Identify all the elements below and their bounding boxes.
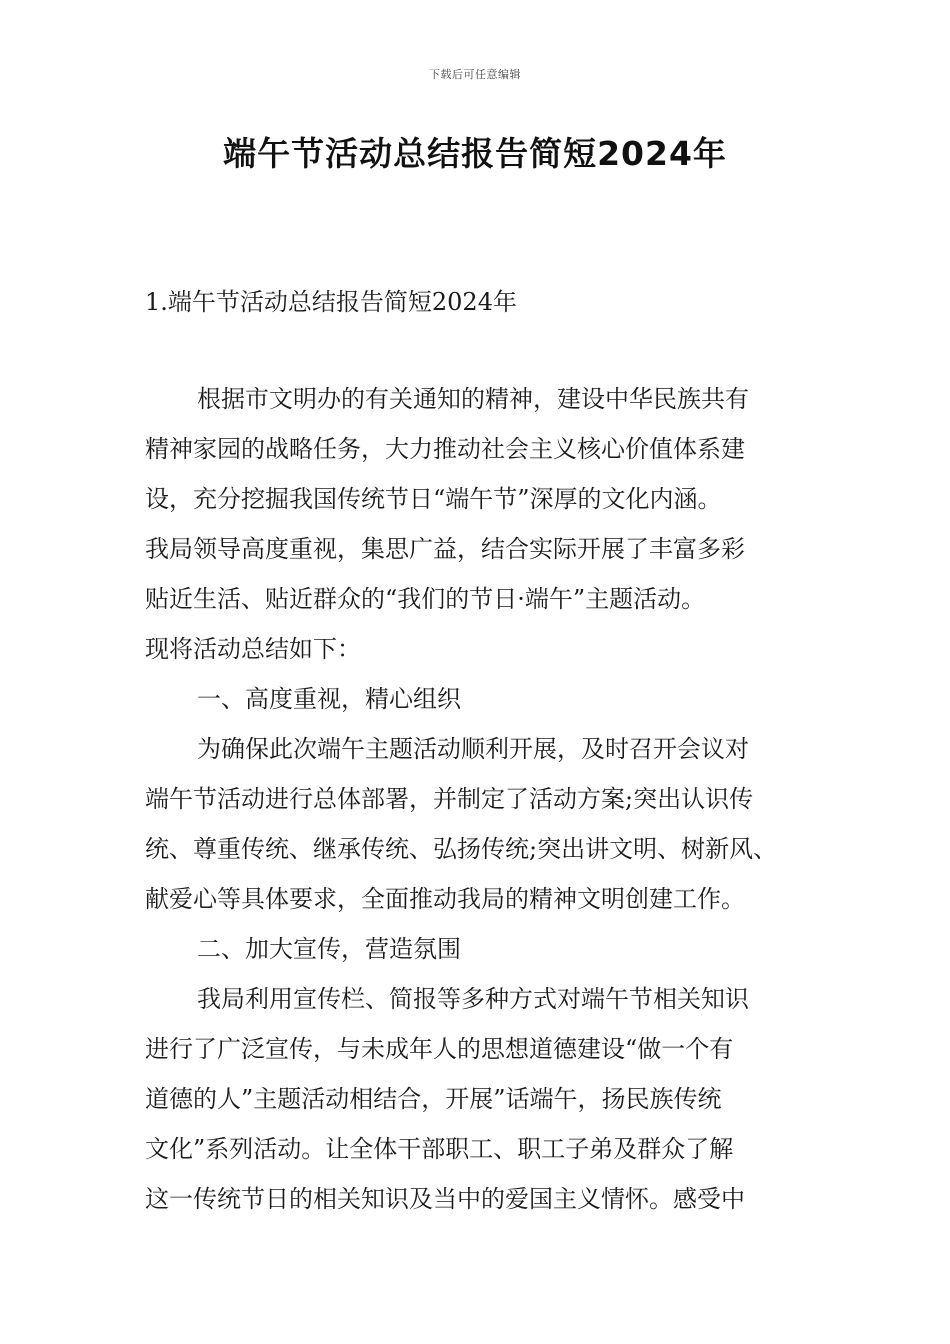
paragraph-line: 献爱心等具体要求，全面推动我局的精神文明创建工作。: [145, 885, 745, 913]
paragraph-line: 进行了广泛宣传，与未成年人的思想道德建设“做一个有: [145, 1035, 734, 1063]
paragraph-line: 一、高度重视，精心组织: [197, 685, 461, 713]
paragraph-line: 端午节活动进行总体部署，并制定了活动方案;突出认识传: [145, 785, 754, 813]
header-note: 下载后可任意编辑: [429, 68, 521, 81]
section-heading: 1.端午节活动总结报告简短2024年: [145, 288, 517, 316]
paragraph-line: 道德的人”主题活动相结合，开展”话端午，扬民族传统: [145, 1085, 722, 1113]
paragraph-line: 精神家园的战略任务，大力推动社会主义核心价值体系建: [145, 435, 745, 463]
paragraph-line: 文化”系列活动。让全体干部职工、职工子弟及群众了解: [145, 1135, 734, 1163]
paragraph-line: 这一传统节日的相关知识及当中的爱国主义情怀。感受中: [145, 1185, 745, 1213]
body-text: [145, 374, 825, 1224]
paragraph-line: 根据市文明办的有关通知的精神，建设中华民族共有: [197, 385, 749, 413]
paragraph-line: 为确保此次端午主题活动顺利开展，及时召开会议对: [197, 735, 749, 763]
paragraph-line: 现将活动总结如下：: [145, 635, 361, 663]
paragraph-line: 二、加大宣传，营造氛围: [197, 935, 461, 963]
paragraph-line: 统、尊重传统、继承传统、弘扬传统;突出讲文明、树新风、: [145, 835, 778, 863]
paragraph-line: 我局利用宣传栏、简报等多种方式对端午节相关知识: [197, 985, 749, 1013]
paragraph-line: 贴近生活、贴近群众的“我们的节日·端午”主题活动。: [145, 585, 706, 613]
paragraph-line: 我局领导高度重视，集思广益，结合实际开展了丰富多彩: [145, 535, 745, 563]
paragraph-line: 设，充分挖掘我国传统节日“端午节”深厚的文化内涵。: [145, 485, 722, 513]
document-title: 端午节活动总结报告简短2024年: [223, 134, 727, 173]
